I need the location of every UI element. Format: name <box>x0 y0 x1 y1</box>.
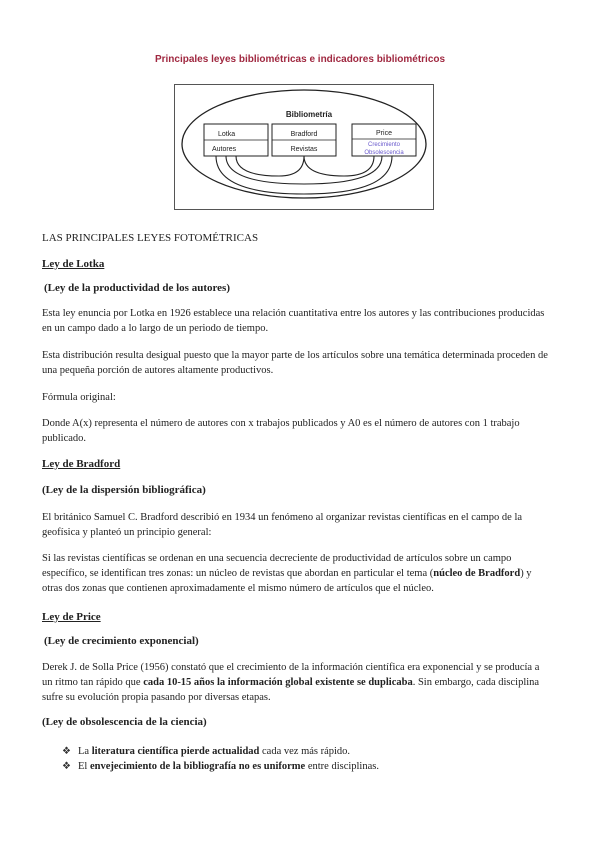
obsolescence-list <box>62 744 379 774</box>
diamond-bullet-icon: ❖ <box>62 761 71 772</box>
lotka-box <box>204 124 268 156</box>
price-subtitle-2: (Ley de obsolescencia de la ciencia) <box>42 716 207 728</box>
price-box-sub2: Obsolescencia <box>364 150 404 156</box>
bradford-box-title: Bradford <box>290 131 318 138</box>
bradford-heading: Ley de Bradford <box>42 458 121 470</box>
section-title: LAS PRINCIPALES LEYES FOTOMÉTRICAS <box>42 232 259 244</box>
lotka-paragraph-1: Esta ley enuncia por Lotka en 1926 establece una relación cuantitativa entre los autores y las contribuciones producidas en un campo dado a lo largo de un periodo de tiempo. <box>42 308 545 334</box>
bradford-paragraph-1: El británico Samuel C. Bradford describió en 1934 un fenómeno al organizar revistas científicas en el campo de la geofísica y planteó un principio general: <box>42 512 523 538</box>
price-box-title: Price <box>376 130 392 137</box>
bradford-subtitle: (Ley de la dispersión bibliográfica) <box>42 484 206 496</box>
lotka-paragraph-4: Donde A(x) representa el número de autores con x trabajos publicados y A0 es el número de autores con 1 trabajo publicado. <box>42 418 520 444</box>
price-box-sub1: Crecimiento <box>367 142 401 148</box>
figure-title: Principales leyes bibliométricas e indicadores bibliométricos <box>154 54 446 65</box>
lotka-paragraph-2: Esta distribución resulta desigual puesto que la mayor parte de los artículos sobre una temática determinada proceden de una pequeña porción de autores altamente productivos. <box>42 350 548 376</box>
price-subtitle: (Ley de crecimiento exponencial) <box>44 635 199 647</box>
lotka-box-sub: Autores <box>212 146 237 153</box>
diamond-bullet-icon: ❖ <box>62 746 71 757</box>
bradford-box-sub: Revistas <box>290 146 318 153</box>
bradford-box <box>272 124 336 156</box>
center-label: Bibliometría <box>285 110 333 119</box>
bradford-paragraph-2: Si las revistas científicas se ordenan en una secuencia decreciente de productividad de artículos sobre un campo específico, se identifican tres zonas: un núcleo de revistas que abordan en particular el tema (núcleo de Bradford) y otras dos zonas que contienen aproximadamente el mismo número de artículos que el núcleo. <box>42 553 532 594</box>
price-paragraph-1: Derek J. de Solla Price (1956) constató que el crecimiento de la información científica era exponencial y se producía a un ritmo tan rápido que cada 10-15 años la información global existente se duplicaba. Sin embargo, cada disciplina sufre su evolución propia pasando por diversas etapas. <box>42 662 540 703</box>
lotka-paragraph-3: Fórmula original: <box>42 392 116 403</box>
lotka-subtitle: (Ley de la productividad de los autores) <box>44 282 230 294</box>
price-box <box>352 124 416 156</box>
list-item: ❖ El envejecimiento de la bibliografía no es uniforme entre disciplinas. <box>62 761 379 772</box>
price-heading: Ley de Price <box>42 611 101 623</box>
list-item: ❖ La literatura científica pierde actualidad cada vez más rápido. <box>62 746 351 757</box>
lotka-box-title: Lotka <box>218 131 236 138</box>
lotka-heading: Ley de Lotka <box>42 258 105 270</box>
bibliometria-diagram <box>174 84 434 210</box>
